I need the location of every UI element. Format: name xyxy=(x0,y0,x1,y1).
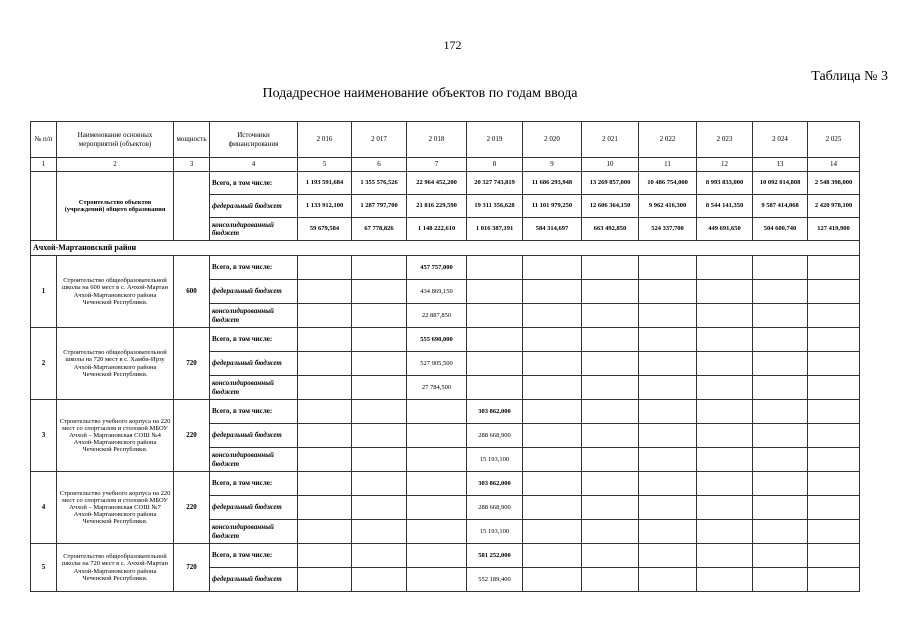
value-cell xyxy=(407,568,467,592)
value-cell xyxy=(523,496,582,520)
index-row xyxy=(31,158,860,172)
header-row xyxy=(31,122,860,158)
region-label: Ачхой-Мартановский район xyxy=(31,241,860,256)
table-number: Таблица № 3 xyxy=(811,69,888,84)
value-cell xyxy=(639,376,697,400)
value-cell xyxy=(523,352,582,376)
value-cell xyxy=(697,472,753,496)
object-name: Строительство общеобразовательной школы на 720 мест в с. Хамби-Ирзу Ачхой-Мартановского района Чеченской Республики. xyxy=(57,328,174,400)
value-cell xyxy=(753,352,808,376)
value-cell: 27 784,500 xyxy=(407,376,467,400)
value-cell: 504 600,740 xyxy=(753,218,808,241)
value-cell xyxy=(298,376,352,400)
value-cell xyxy=(407,448,467,472)
value-cell xyxy=(753,256,808,280)
source-label: Всего, в том числе: xyxy=(210,172,298,195)
value-cell xyxy=(639,280,697,304)
value-cell: 10 092 014,808 xyxy=(753,172,808,195)
value-cell xyxy=(808,472,860,496)
value-cell xyxy=(753,496,808,520)
value-cell xyxy=(697,400,753,424)
object-row xyxy=(31,544,860,568)
value-cell xyxy=(808,280,860,304)
value-cell: 1 355 576,526 xyxy=(352,172,407,195)
header-year: 2 018 xyxy=(407,122,467,158)
value-cell xyxy=(298,424,352,448)
value-cell xyxy=(298,400,352,424)
value-cell xyxy=(808,256,860,280)
index-cell: 7 xyxy=(407,158,467,172)
value-cell xyxy=(582,568,639,592)
value-cell xyxy=(697,256,753,280)
value-cell xyxy=(352,568,407,592)
value-cell: 1 133 912,100 xyxy=(298,195,352,218)
value-cell: 13 269 857,000 xyxy=(582,172,639,195)
value-cell xyxy=(753,448,808,472)
value-cell: 1 193 591,684 xyxy=(298,172,352,195)
object-num: 1 xyxy=(31,256,57,328)
source-label: федеральный бюджет xyxy=(210,496,298,520)
value-cell xyxy=(582,400,639,424)
value-cell: 303 862,000 xyxy=(467,472,523,496)
source-label: Всего, в том числе: xyxy=(210,544,298,568)
object-capacity: 600 xyxy=(174,256,210,328)
value-cell xyxy=(808,544,860,568)
value-cell xyxy=(753,304,808,328)
value-cell xyxy=(523,448,582,472)
index-cell: 2 xyxy=(57,158,174,172)
value-cell xyxy=(298,328,352,352)
value-cell xyxy=(753,328,808,352)
header-year: 2 020 xyxy=(523,122,582,158)
value-cell xyxy=(523,376,582,400)
value-cell xyxy=(697,568,753,592)
source-label: федеральный бюджет xyxy=(210,424,298,448)
header-year: 2 017 xyxy=(352,122,407,158)
value-cell xyxy=(697,352,753,376)
index-cell: 4 xyxy=(210,158,298,172)
index-cell: 6 xyxy=(352,158,407,172)
value-cell xyxy=(639,256,697,280)
source-label: консолидированный бюджет xyxy=(210,448,298,472)
object-row xyxy=(31,472,860,496)
object-capacity: 720 xyxy=(174,544,210,592)
value-cell: 663 492,850 xyxy=(582,218,639,241)
summary-row xyxy=(31,172,860,195)
value-cell xyxy=(523,400,582,424)
header-year: 2 023 xyxy=(697,122,753,158)
source-label: консолидированный бюджет xyxy=(210,218,298,241)
value-cell: 10 486 754,000 xyxy=(639,172,697,195)
value-cell xyxy=(298,256,352,280)
object-num: 2 xyxy=(31,328,57,400)
value-cell xyxy=(298,472,352,496)
value-cell xyxy=(467,352,523,376)
value-cell xyxy=(639,400,697,424)
object-capacity: 720 xyxy=(174,328,210,400)
value-cell xyxy=(352,544,407,568)
summary-name: Строительство объектов (учреждений) общего образования xyxy=(57,172,174,241)
value-cell xyxy=(582,448,639,472)
value-cell xyxy=(582,304,639,328)
value-cell xyxy=(697,520,753,544)
value-cell xyxy=(467,328,523,352)
value-cell: 11 686 293,948 xyxy=(523,172,582,195)
value-cell xyxy=(352,448,407,472)
index-cell: 8 xyxy=(467,158,523,172)
index-cell: 10 xyxy=(582,158,639,172)
value-cell: 555 690,000 xyxy=(407,328,467,352)
value-cell xyxy=(808,568,860,592)
value-cell xyxy=(639,472,697,496)
source-label: федеральный бюджет xyxy=(210,352,298,376)
value-cell: 1 148 222,610 xyxy=(407,218,467,241)
summary-num xyxy=(31,172,57,241)
value-cell xyxy=(467,376,523,400)
summary-capacity xyxy=(174,172,210,241)
value-cell xyxy=(639,520,697,544)
value-cell xyxy=(407,472,467,496)
value-cell xyxy=(352,328,407,352)
value-cell xyxy=(697,376,753,400)
value-cell: 22 964 452,200 xyxy=(407,172,467,195)
region-row xyxy=(31,241,860,256)
value-cell xyxy=(582,328,639,352)
value-cell xyxy=(582,376,639,400)
value-cell xyxy=(407,496,467,520)
source-label: Всего, в том числе: xyxy=(210,328,298,352)
value-cell: 9 587 414,068 xyxy=(753,195,808,218)
value-cell: 9 962 416,300 xyxy=(639,195,697,218)
source-label: консолидированный бюджет xyxy=(210,520,298,544)
object-capacity: 220 xyxy=(174,472,210,544)
value-cell xyxy=(753,544,808,568)
source-label: федеральный бюджет xyxy=(210,280,298,304)
object-num: 5 xyxy=(31,544,57,592)
value-cell xyxy=(582,256,639,280)
value-cell: 8 544 141,350 xyxy=(697,195,753,218)
value-cell xyxy=(753,472,808,496)
value-cell xyxy=(352,280,407,304)
value-cell xyxy=(639,568,697,592)
object-row xyxy=(31,400,860,424)
value-cell xyxy=(753,400,808,424)
value-cell xyxy=(352,400,407,424)
value-cell xyxy=(697,304,753,328)
value-cell: 15 193,100 xyxy=(467,520,523,544)
value-cell: 584 314,697 xyxy=(523,218,582,241)
source-label: федеральный бюджет xyxy=(210,568,298,592)
value-cell xyxy=(407,520,467,544)
header-year: 2 021 xyxy=(582,122,639,158)
value-cell xyxy=(808,424,860,448)
value-cell: 524 337,700 xyxy=(639,218,697,241)
value-cell xyxy=(523,472,582,496)
value-cell: 434 869,150 xyxy=(407,280,467,304)
value-cell xyxy=(753,280,808,304)
value-cell xyxy=(639,328,697,352)
header-year: 2 024 xyxy=(753,122,808,158)
value-cell: 20 327 743,819 xyxy=(467,172,523,195)
object-num: 4 xyxy=(31,472,57,544)
object-name: Строительство учебного корпуса на 220 мест со спортзалом и столовой МБОУ Ачхой – Мартановская СОШ №4 Ачхой-Мартановского района Чеченской Республики. xyxy=(57,400,174,472)
object-name: Строительство общеобразовательной школы на 600 мест в с. Ачхой-Мартан Ачхой-Мартановского района Чеченской Республики. xyxy=(57,256,174,328)
value-cell: 527 905,500 xyxy=(407,352,467,376)
value-cell xyxy=(639,424,697,448)
value-cell xyxy=(639,352,697,376)
header-capacity: мощность xyxy=(174,122,210,158)
value-cell xyxy=(697,448,753,472)
index-cell: 3 xyxy=(174,158,210,172)
value-cell xyxy=(697,496,753,520)
source-label: консолидированный бюджет xyxy=(210,304,298,328)
header-num: № п/п xyxy=(31,122,57,158)
value-cell xyxy=(352,304,407,328)
value-cell: 1 287 797,700 xyxy=(352,195,407,218)
source-label: федеральный бюджет xyxy=(210,195,298,218)
value-cell: 67 778,826 xyxy=(352,218,407,241)
value-cell xyxy=(697,280,753,304)
index-cell: 9 xyxy=(523,158,582,172)
value-cell xyxy=(523,256,582,280)
value-cell xyxy=(697,328,753,352)
header-year: 2 019 xyxy=(467,122,523,158)
value-cell: 11 101 979,250 xyxy=(523,195,582,218)
value-cell: 2 548 398,000 xyxy=(808,172,860,195)
value-cell xyxy=(697,424,753,448)
value-cell: 12 606 364,150 xyxy=(582,195,639,218)
value-cell xyxy=(467,280,523,304)
object-row xyxy=(31,256,860,280)
object-name: Строительство учебного корпуса на 220 мест со спортзалом и столовой МБОУ Ачхой – Мартановская СОШ №7 Ачхой-Мартановского района Чеченской Республики. xyxy=(57,472,174,544)
value-cell xyxy=(753,520,808,544)
object-row xyxy=(31,328,860,352)
value-cell xyxy=(523,544,582,568)
value-cell xyxy=(582,544,639,568)
header-name: Наименование основных мероприятий (объектов) xyxy=(57,122,174,158)
value-cell xyxy=(753,376,808,400)
value-cell: 127 419,900 xyxy=(808,218,860,241)
value-cell xyxy=(523,328,582,352)
value-cell: 8 993 833,000 xyxy=(697,172,753,195)
index-cell: 11 xyxy=(639,158,697,172)
value-cell xyxy=(582,472,639,496)
value-cell xyxy=(639,304,697,328)
value-cell xyxy=(639,448,697,472)
objects-table xyxy=(30,121,860,592)
index-cell: 1 xyxy=(31,158,57,172)
header-year: 2 016 xyxy=(298,122,352,158)
value-cell xyxy=(298,520,352,544)
value-cell xyxy=(352,376,407,400)
value-cell: 552 189,400 xyxy=(467,568,523,592)
value-cell xyxy=(407,544,467,568)
document-title: Подадресное наименование объектов по годам ввода xyxy=(262,86,578,101)
value-cell xyxy=(352,256,407,280)
value-cell xyxy=(352,496,407,520)
value-cell xyxy=(298,544,352,568)
value-cell xyxy=(639,496,697,520)
index-cell: 13 xyxy=(753,158,808,172)
value-cell xyxy=(298,304,352,328)
index-cell: 12 xyxy=(697,158,753,172)
value-cell xyxy=(808,400,860,424)
value-cell: 581 252,000 xyxy=(467,544,523,568)
value-cell: 22 887,850 xyxy=(407,304,467,328)
value-cell xyxy=(298,448,352,472)
value-cell xyxy=(523,424,582,448)
object-num: 3 xyxy=(31,400,57,472)
value-cell: 2 420 978,100 xyxy=(808,195,860,218)
value-cell: 15 193,100 xyxy=(467,448,523,472)
value-cell xyxy=(298,496,352,520)
value-cell xyxy=(352,520,407,544)
value-cell: 288 668,900 xyxy=(467,424,523,448)
value-cell xyxy=(808,328,860,352)
object-capacity: 220 xyxy=(174,400,210,472)
value-cell xyxy=(582,352,639,376)
value-cell xyxy=(523,520,582,544)
value-cell xyxy=(352,472,407,496)
value-cell xyxy=(808,448,860,472)
value-cell xyxy=(298,280,352,304)
value-cell: 21 816 229,590 xyxy=(407,195,467,218)
value-cell: 19 311 356,628 xyxy=(467,195,523,218)
value-cell xyxy=(582,496,639,520)
index-cell: 14 xyxy=(808,158,860,172)
value-cell xyxy=(298,568,352,592)
value-cell: 457 757,000 xyxy=(407,256,467,280)
source-label: консолидированный бюджет xyxy=(210,376,298,400)
value-cell: 288 668,900 xyxy=(467,496,523,520)
value-cell xyxy=(753,568,808,592)
value-cell xyxy=(352,424,407,448)
value-cell xyxy=(582,424,639,448)
value-cell xyxy=(808,352,860,376)
source-label: Всего, в том числе: xyxy=(210,472,298,496)
header-year: 2 025 xyxy=(808,122,860,158)
value-cell xyxy=(639,544,697,568)
value-cell xyxy=(582,280,639,304)
header-sources: Источники финансирования xyxy=(210,122,298,158)
value-cell xyxy=(298,352,352,376)
value-cell xyxy=(352,352,407,376)
value-cell xyxy=(523,304,582,328)
value-cell xyxy=(808,496,860,520)
value-cell: 449 691,650 xyxy=(697,218,753,241)
page-number: 172 xyxy=(443,38,462,52)
value-cell xyxy=(808,304,860,328)
object-name: Строительство общеобразовательной школы на 720 мест в с. Ачхой-Мартан Ачхой-Мартановского района Чеченской Республики. xyxy=(57,544,174,592)
value-cell: 303 862,000 xyxy=(467,400,523,424)
value-cell xyxy=(407,424,467,448)
value-cell xyxy=(808,520,860,544)
index-cell: 5 xyxy=(298,158,352,172)
value-cell: 1 016 387,191 xyxy=(467,218,523,241)
value-cell: 59 679,584 xyxy=(298,218,352,241)
value-cell xyxy=(753,424,808,448)
header-year: 2 022 xyxy=(639,122,697,158)
source-label: Всего, в том числе: xyxy=(210,400,298,424)
value-cell xyxy=(467,304,523,328)
value-cell xyxy=(523,280,582,304)
value-cell xyxy=(582,520,639,544)
value-cell xyxy=(407,400,467,424)
value-cell xyxy=(697,544,753,568)
value-cell xyxy=(808,376,860,400)
source-label: Всего, в том числе: xyxy=(210,256,298,280)
value-cell xyxy=(467,256,523,280)
value-cell xyxy=(523,568,582,592)
